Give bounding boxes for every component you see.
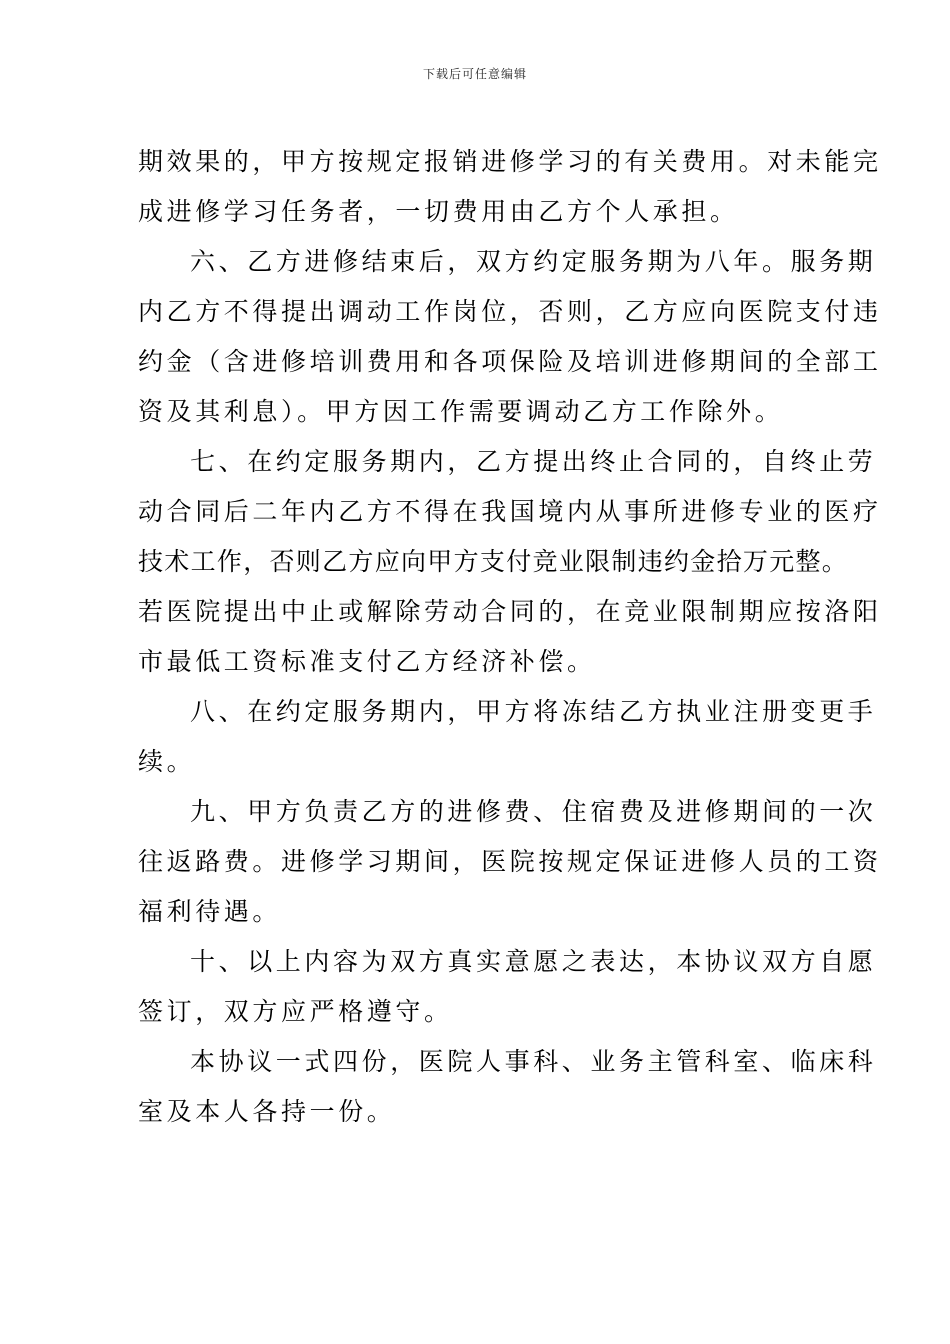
text-line: 室及本人各持一份。 [138, 1097, 396, 1126]
text-line: 约金（含进修培训费用和各项保险及培训进修期间的全部工 [138, 347, 882, 376]
text-line: 资及其利息）。甲方因工作需要调动乙方工作除外。 [138, 397, 784, 426]
clause-nine-start: 九、甲方负责乙方的进修费、住宿费及进修期间的一次 [190, 797, 877, 826]
copies-clause-start: 本协议一式四份，医院人事科、业务主管科室、临床科 [190, 1047, 877, 1076]
text-line: 若医院提出中止或解除劳动合同的，在竞业限制期应按洛阳 [138, 597, 882, 626]
text-line: 签订，双方应严格遵守。 [138, 997, 453, 1026]
text-line: 往返路费。进修学习期间，医院按规定保证进修人员的工资 [138, 847, 882, 876]
clause-seven-start: 七、在约定服务期内，乙方提出终止合同的，自终止劳 [190, 447, 877, 476]
text-line: 内乙方不得提出调动工作岗位，否则，乙方应向医院支付违 [138, 297, 882, 326]
text-line: 动合同后二年内乙方不得在我国境内从事所进修专业的医疗 [138, 497, 882, 526]
text-line: 福利待遇。 [138, 897, 282, 926]
text-line: 期效果的，甲方按规定报销进修学习的有关费用。对未能完 [138, 147, 882, 176]
text-line: 市最低工资标准支付乙方经济补偿。 [138, 647, 596, 676]
clause-eight-start: 八、在约定服务期内，甲方将冻结乙方执业注册变更手 [190, 697, 877, 726]
text-line: 成进修学习任务者，一切费用由乙方个人承担。 [138, 197, 739, 226]
text-line: 技术工作，否则乙方应向甲方支付竞业限制违约金拾万元整。 [138, 547, 849, 576]
clause-ten-start: 十、以上内容为双方真实意愿之表达，本协议双方自愿 [190, 947, 877, 976]
page-header: 下载后可任意编辑 [422, 67, 527, 81]
clause-six-start: 六、乙方进修结束后，双方约定服务期为八年。服务期 [190, 247, 877, 276]
document-body [138, 137, 882, 1137]
text-line: 续。 [138, 747, 196, 776]
